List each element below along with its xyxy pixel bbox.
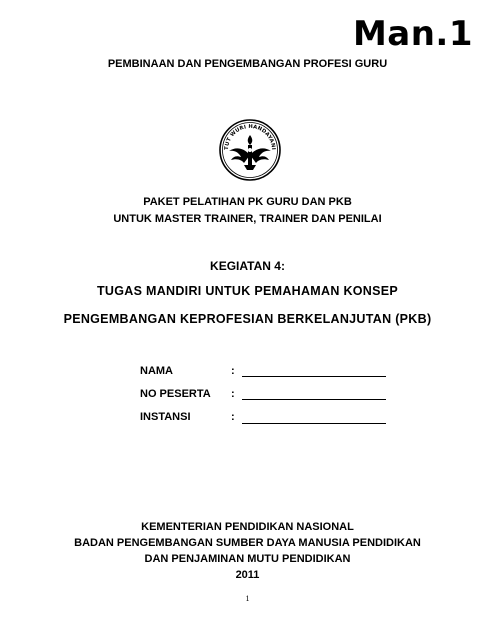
activity-title-line-1: TUGAS MANDIRI UNTUK PEMAHAMAN KONSEP <box>96 284 399 298</box>
emblem-motto: TUT WURI HANDAYANI <box>223 123 277 151</box>
program-title: PEMBINAAN DAN PENGEMBANGAN PROFESI GURU <box>107 58 388 70</box>
field-input-instansi[interactable] <box>242 423 386 424</box>
tut-wuri-handayani-emblem-icon <box>217 117 283 181</box>
footer-year: 2011 <box>235 569 260 581</box>
document-code: Man.1 <box>352 14 473 54</box>
field-colon: : <box>231 388 235 400</box>
package-line-2: UNTUK MASTER TRAINER, TRAINER DAN PENILAI <box>113 213 382 225</box>
footer-agency-cont: DAN PENJAMINAN MUTU PENDIDIKAN <box>144 553 351 565</box>
field-input-no-peserta[interactable] <box>242 399 386 400</box>
footer-ministry: KEMENTERIAN PENDIDIKAN NASIONAL <box>141 521 354 533</box>
field-label-nama: NAMA <box>140 365 173 377</box>
activity-label: KEGIATAN 4: <box>210 259 285 273</box>
field-input-nama[interactable] <box>242 376 386 377</box>
page-number: 1 <box>245 594 250 603</box>
field-colon: : <box>231 411 235 423</box>
field-label-instansi: INSTANSI <box>140 411 191 423</box>
field-colon: : <box>231 365 235 377</box>
package-line-1: PAKET PELATIHAN PK GURU DAN PKB <box>143 196 352 208</box>
field-label-no-peserta: NO PESERTA <box>140 388 211 400</box>
footer-agency: BADAN PENGEMBANGAN SUMBER DAYA MANUSIA PENDIDIKAN <box>74 537 421 549</box>
activity-title-line-2: PENGEMBANGAN KEPROFESIAN BERKELANJUTAN (PKB) <box>63 312 432 326</box>
